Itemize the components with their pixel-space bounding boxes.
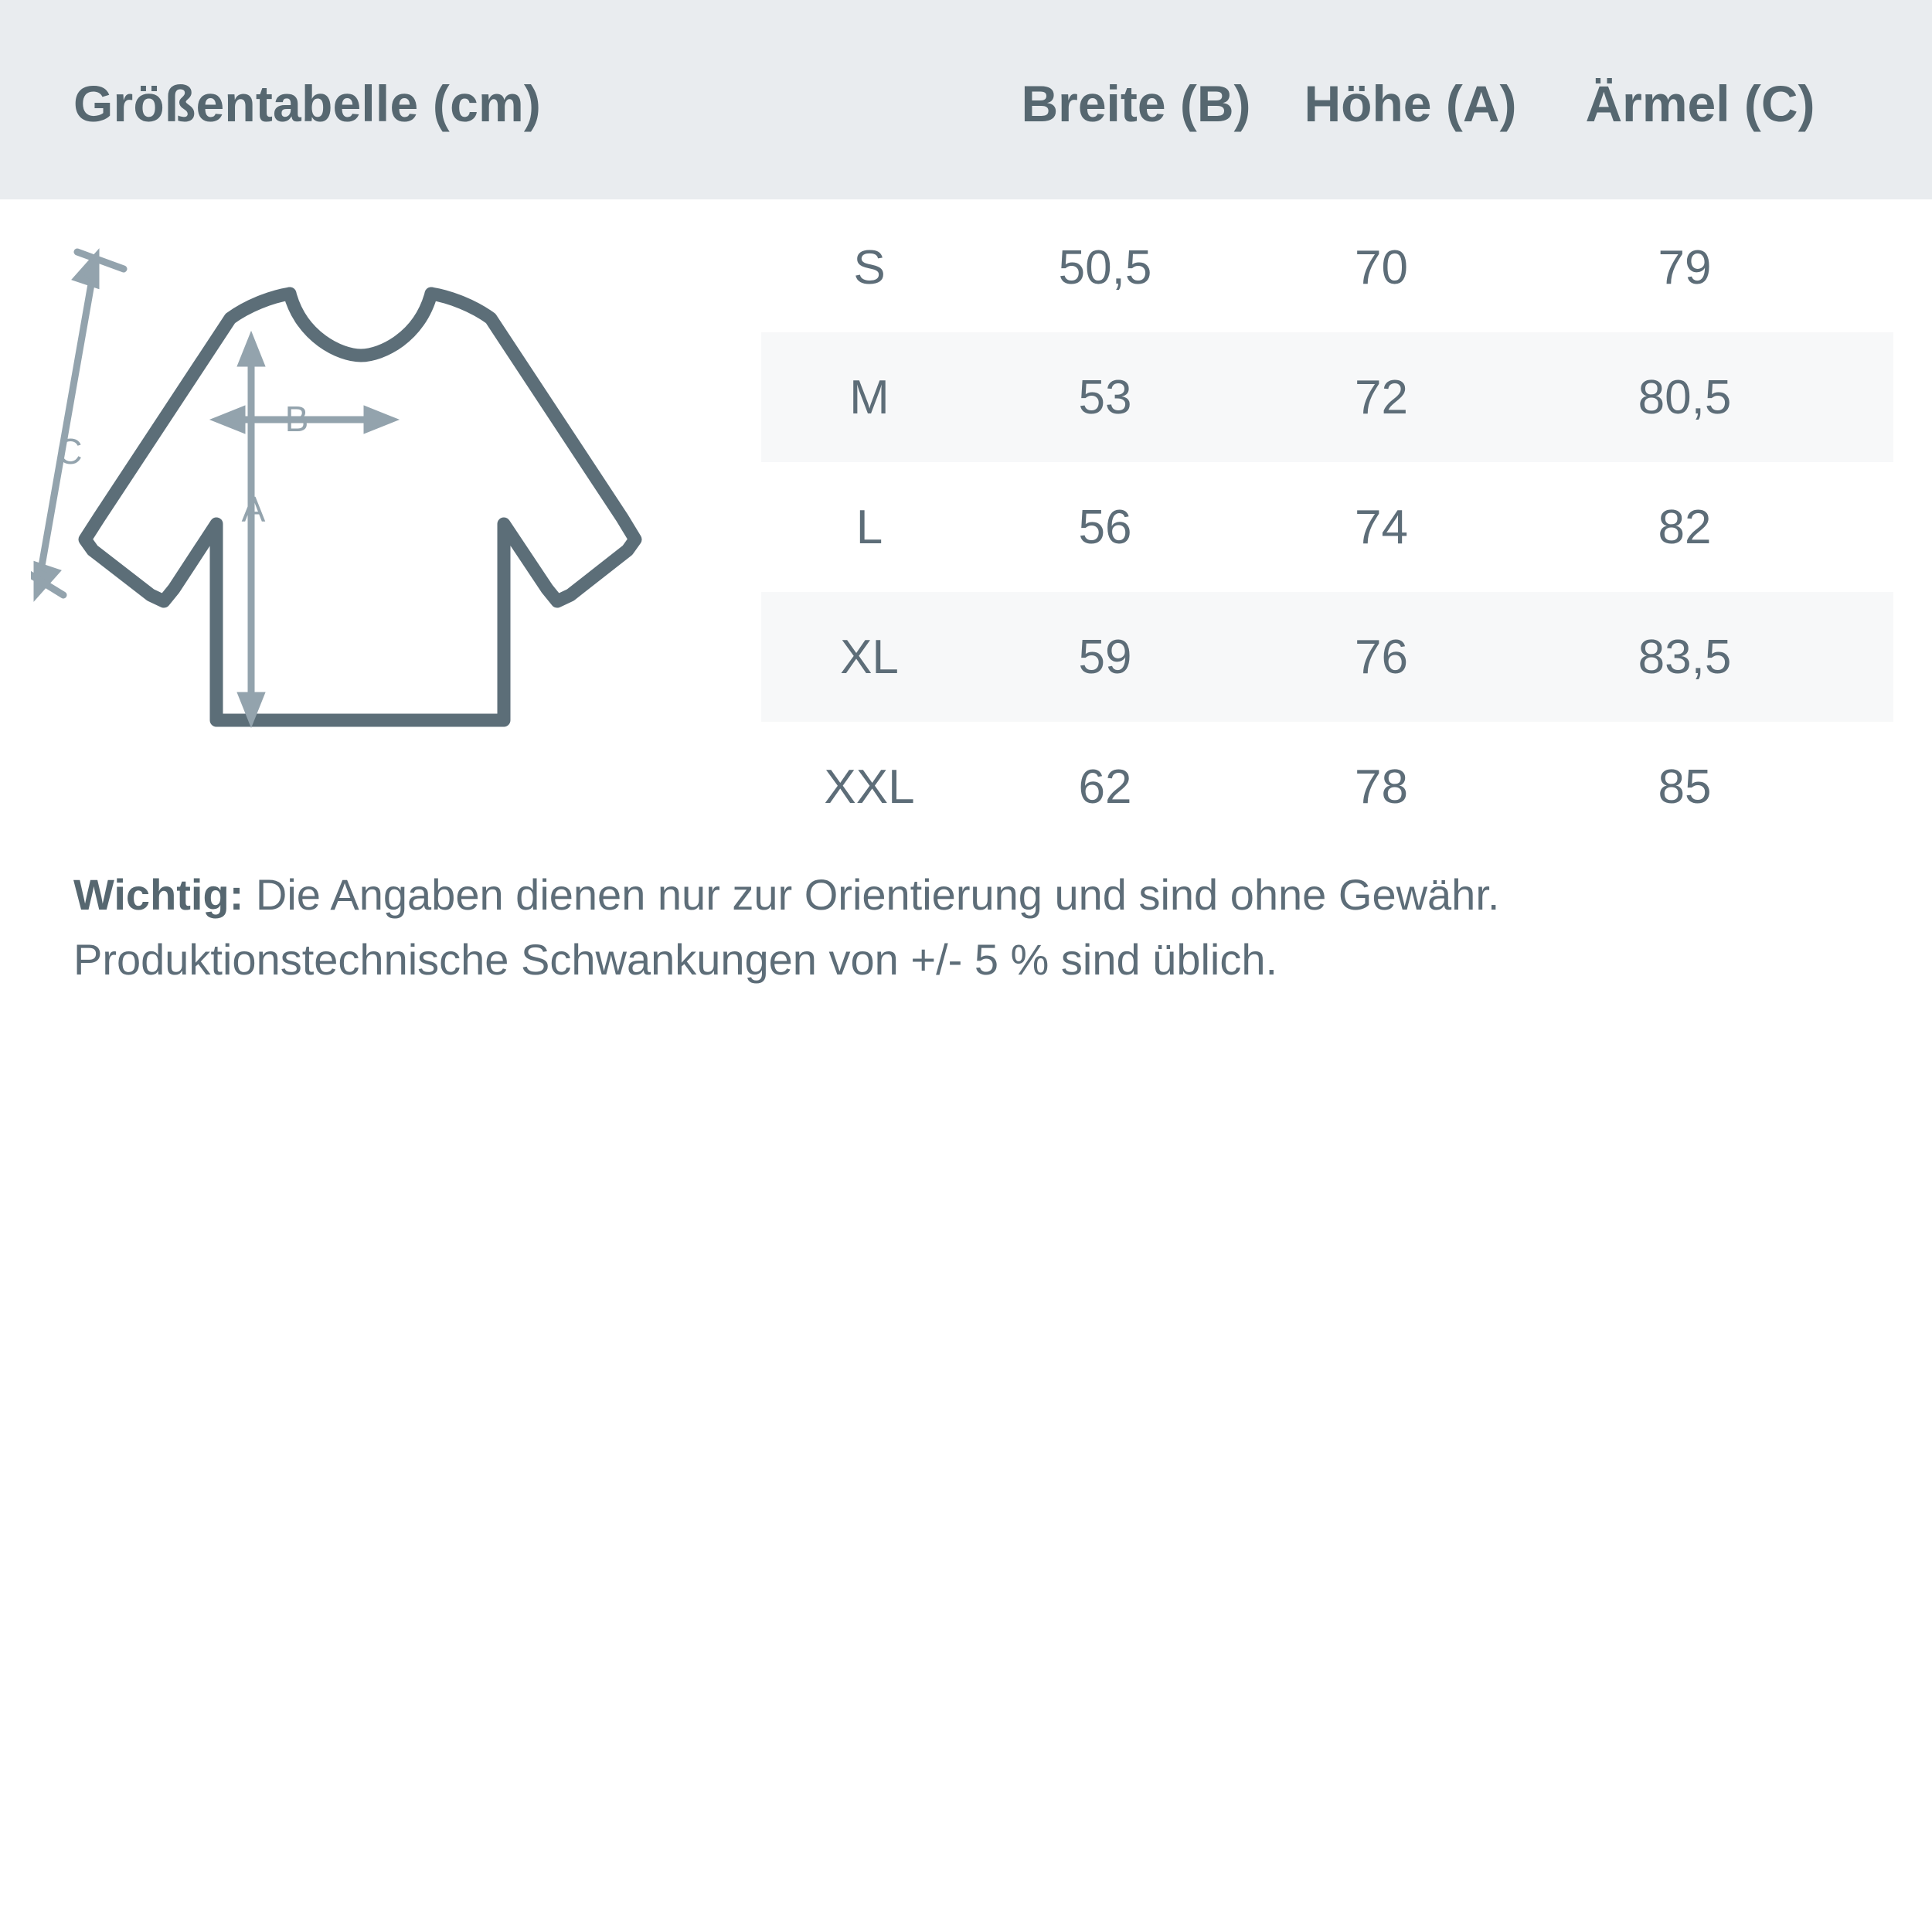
cell-width: 62 [1078, 760, 1132, 814]
cell-height: 76 [1355, 630, 1408, 684]
cell-size: XXL [824, 760, 915, 814]
cell-sleeve: 85 [1658, 760, 1712, 814]
column-header-sleeve: Ärmel (C) [1585, 75, 1815, 132]
diagram-label-a: A [241, 489, 266, 529]
table-row [761, 722, 1893, 852]
garment-diagram [31, 232, 804, 819]
cell-sleeve: 80,5 [1638, 370, 1732, 424]
diagram-label-b: B [284, 399, 309, 439]
cell-height: 70 [1355, 240, 1408, 294]
cell-height: 72 [1355, 370, 1408, 424]
sweatshirt-icon [31, 232, 804, 819]
diagram-label-c: C [56, 431, 83, 471]
table-row [761, 592, 1893, 722]
cell-height: 78 [1355, 760, 1408, 814]
disclaimer-line-1: Die Angaben dienen nur zur Orientierung und sind ohne Gewähr. [243, 870, 1500, 919]
cell-sleeve: 83,5 [1638, 630, 1732, 684]
disclaimer-note [73, 869, 1859, 985]
column-header-height: Höhe (A) [1304, 75, 1517, 132]
disclaimer-label: Wichtig: [73, 870, 244, 919]
cell-size: S [853, 240, 886, 294]
page-title: Größentabelle (cm) [73, 75, 542, 132]
size-chart-header [0, 0, 1932, 199]
cell-width: 56 [1078, 500, 1132, 554]
cell-size: L [855, 500, 883, 554]
cell-height: 74 [1355, 500, 1408, 554]
cell-width: 50,5 [1058, 240, 1152, 294]
cell-size: XL [840, 630, 899, 684]
size-table [761, 202, 1893, 852]
cell-width: 59 [1078, 630, 1132, 684]
cell-sleeve: 79 [1658, 240, 1712, 294]
column-header-width: Breite (B) [1021, 75, 1251, 132]
cell-size: M [849, 370, 889, 424]
column-headers [997, 74, 1862, 133]
table-row [761, 332, 1893, 462]
table-row [761, 202, 1893, 332]
table-row [761, 462, 1893, 592]
cell-width: 53 [1078, 370, 1132, 424]
cell-sleeve: 82 [1658, 500, 1712, 554]
disclaimer-line-2: Produktionstechnische Schwankungen von +/- 5 % sind üblich. [73, 935, 1278, 985]
